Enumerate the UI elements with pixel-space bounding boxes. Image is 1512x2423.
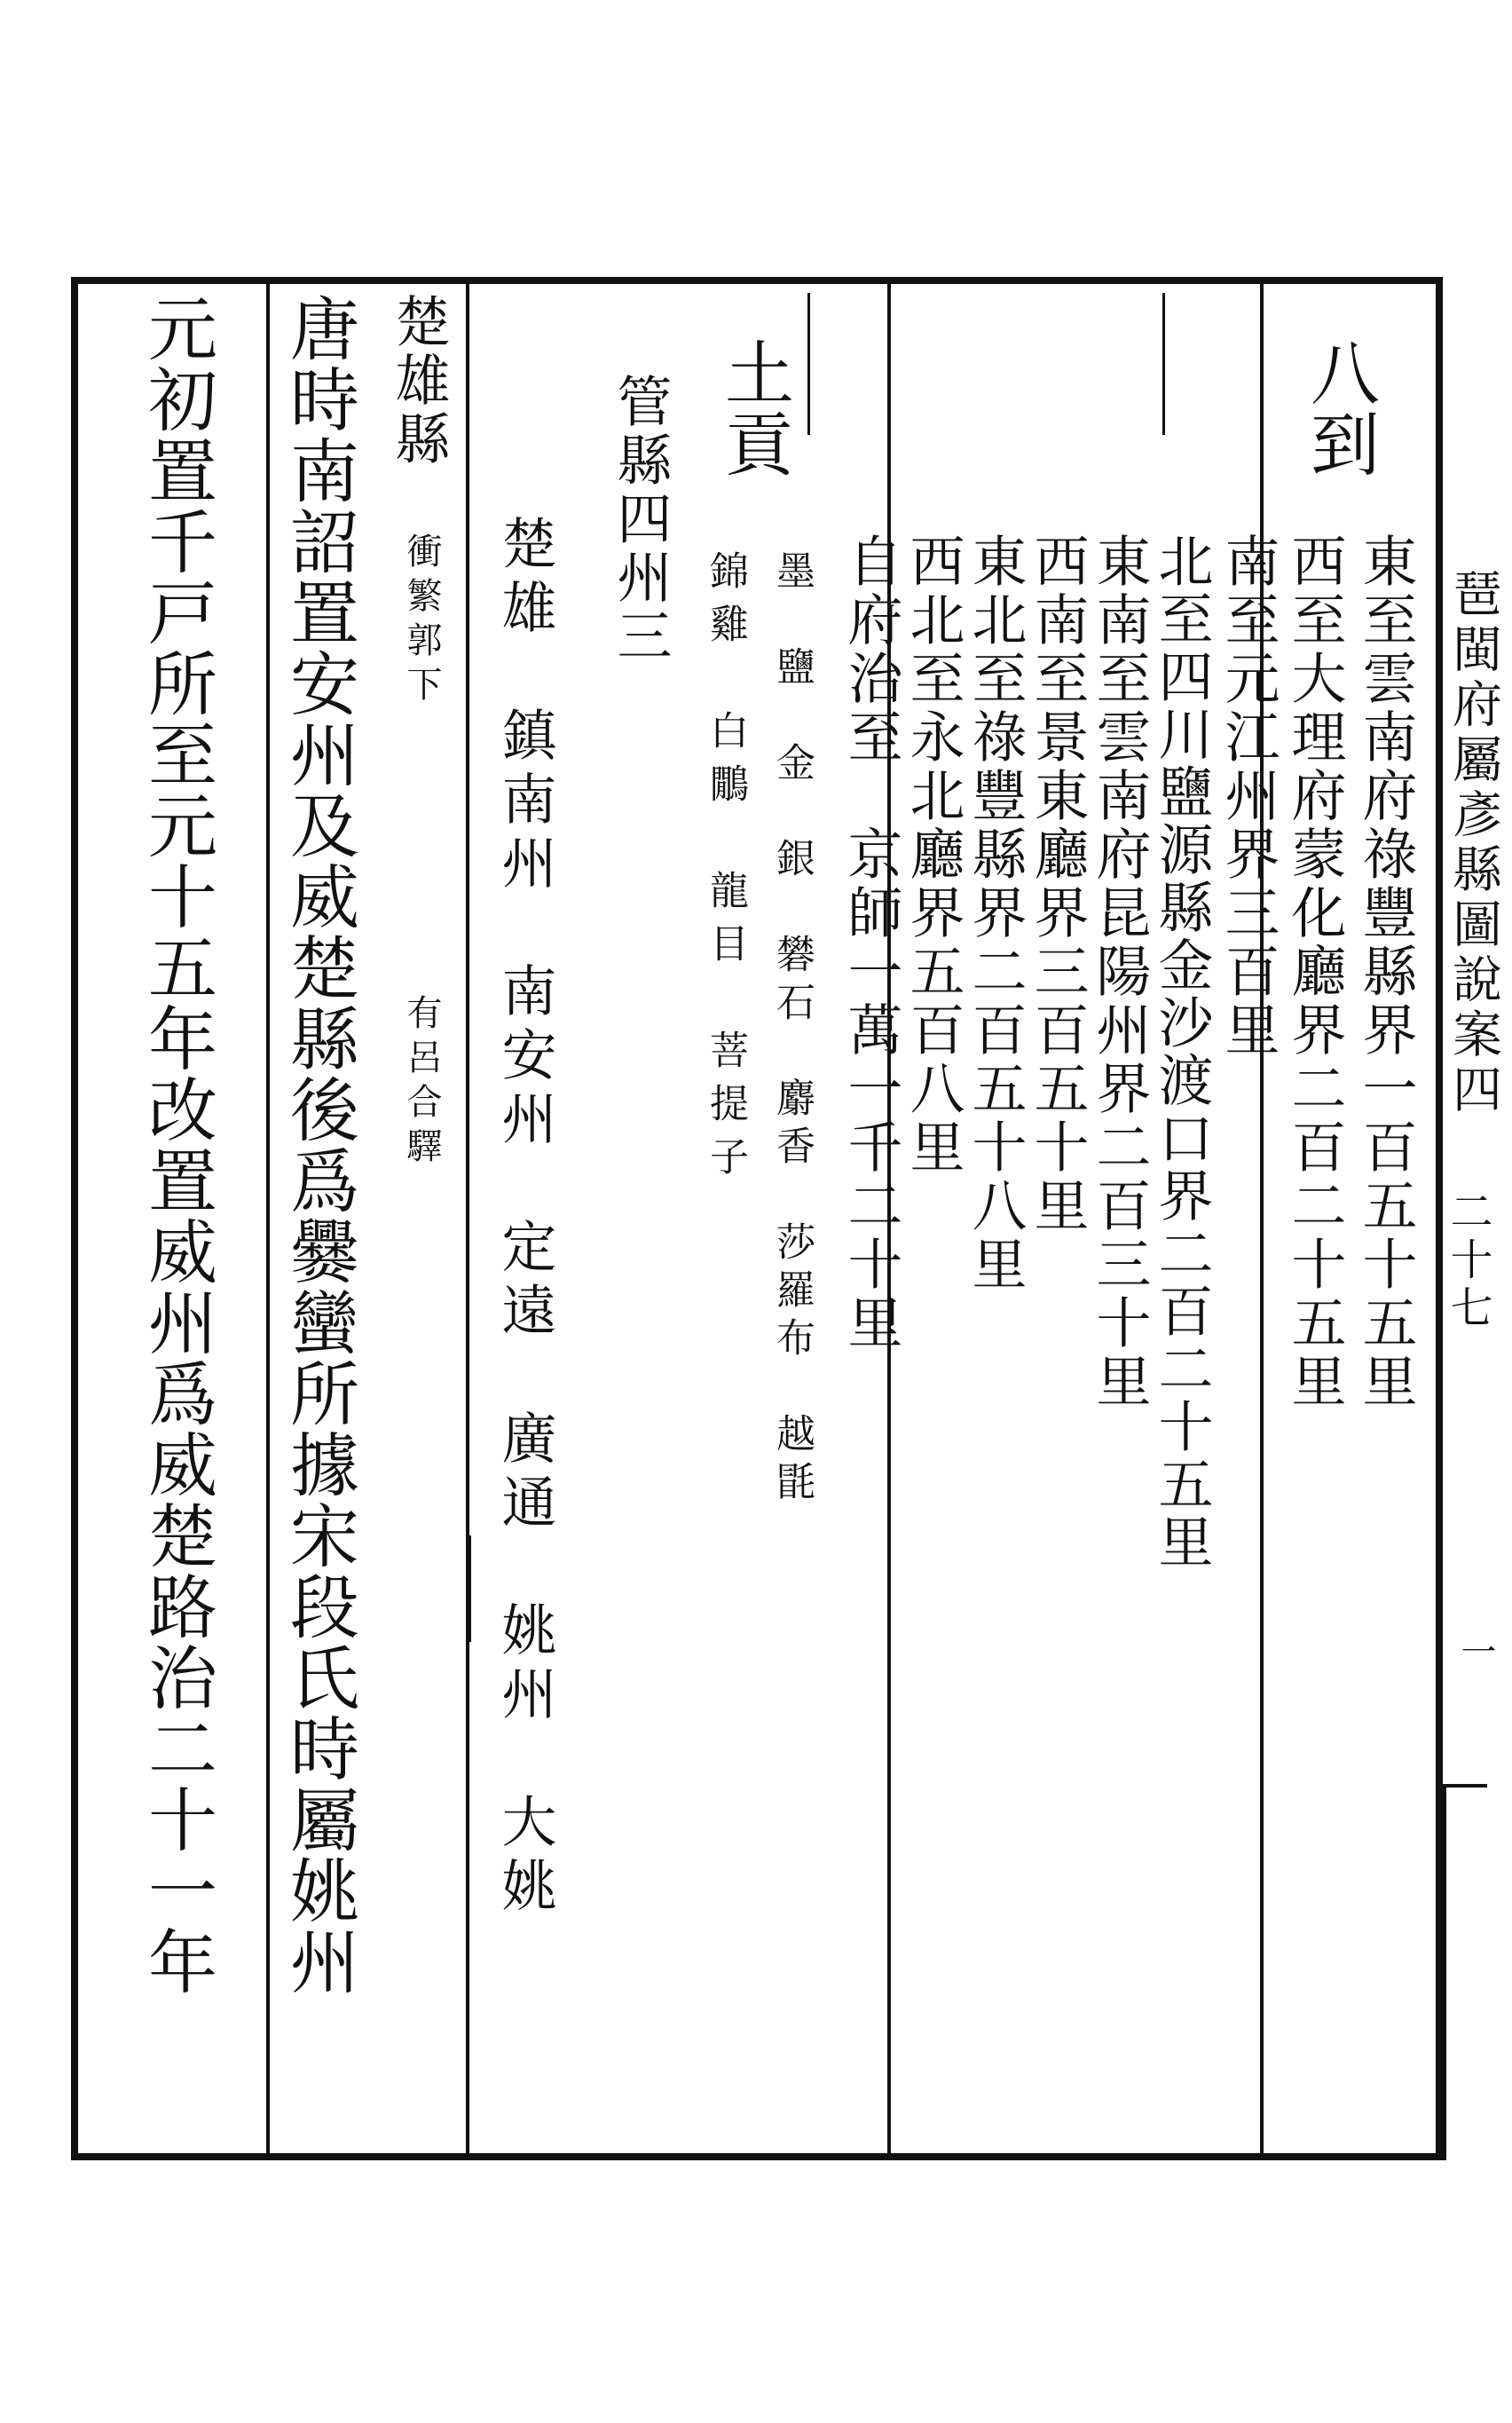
column-dash — [1162, 293, 1165, 435]
history-yuan: 元初置千戸所至元十五年改置威州爲威楚路治二十一年 — [137, 293, 217, 1997]
distance-north: 北至四川鹽源縣金沙渡口界二百二十五里 — [1149, 533, 1214, 1571]
distance-south: 南至元江州界三百里 — [1216, 533, 1280, 1060]
section-heading-bad-dao: 八到 — [1299, 337, 1379, 479]
county-note-b: 有呂合驛 — [401, 994, 442, 1172]
section-heading-tugong: 土貢 — [713, 337, 793, 479]
county-heading: 楚雄縣 — [386, 293, 451, 469]
distance-southwest: 西南至景東廳界三百五十里 — [1025, 533, 1090, 1235]
distance-southeast: 東南至雲南府昆陽州界二百三十里 — [1087, 533, 1152, 1411]
tab-mark: 一 — [1455, 1633, 1496, 1674]
distance-northwest: 西北至永北廳界五百八里 — [901, 533, 965, 1177]
subordinate-units: 楚雄 鎮南州 南安州 定遠 廣通 姚州 大姚 — [492, 515, 557, 1921]
distance-to-capital: 自府治至 京師一萬一千二十里 — [839, 533, 903, 1353]
history-tang: 唐時南詔置安州及威楚縣後爲爨蠻所據宋段氏時屬姚州 — [279, 293, 358, 1997]
column-dash — [466, 1535, 471, 1642]
folio-number: 二十七 — [1443, 1189, 1492, 1333]
section-heading-guanxian: 管縣四州三 — [608, 373, 673, 666]
column-dash — [807, 293, 810, 435]
distance-northeast: 東北至祿豐縣界二百五十八里 — [963, 533, 1028, 1294]
tribute-list-b: 錦雞 白鷳 龍目 菩提子 — [703, 550, 748, 1189]
running-title: 琶閩府屬彥縣圖說案四 — [1445, 568, 1502, 1118]
margin-tab — [1443, 1784, 1487, 2160]
county-note-a: 衝繁郭下 — [401, 533, 442, 710]
column-rule — [466, 277, 469, 2160]
column-rule — [266, 277, 270, 2160]
tribute-list-a: 墨 鹽 金 銀 礬石 麝香 莎羅布 越毷 — [769, 550, 815, 1509]
distance-west: 西至大理府蒙化廳界二百二十五里 — [1282, 533, 1347, 1411]
distance-east: 東至雲南府祿豐縣界一百五十五里 — [1353, 533, 1418, 1411]
